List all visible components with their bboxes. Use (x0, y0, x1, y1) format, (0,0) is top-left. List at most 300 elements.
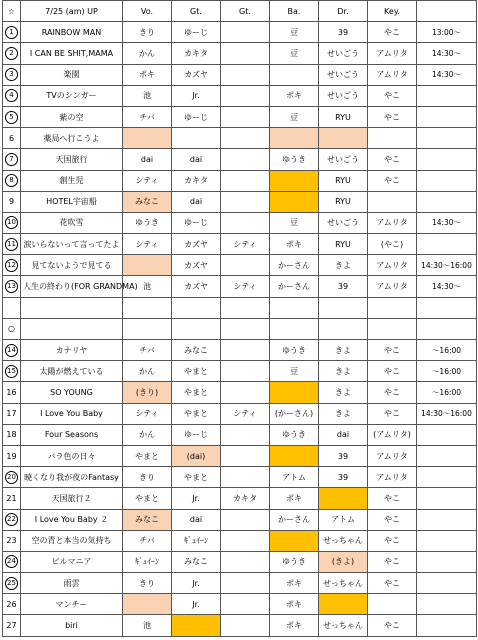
empty-cell (270, 318, 319, 339)
cell-dr (319, 488, 368, 509)
cell-dr: せいごう (319, 212, 368, 233)
cell-dr (319, 594, 368, 615)
cell-vo: きり (123, 573, 172, 594)
row-number (3, 85, 21, 106)
circled-number: 20 (5, 471, 18, 484)
cell-gt1: ゆーじ (172, 22, 221, 43)
cell-dr: RYU (319, 191, 368, 212)
cell-dr: きよ (319, 361, 368, 382)
setlist-row (3, 615, 477, 636)
row-number (3, 276, 21, 297)
time-slot: ～16:00 (417, 340, 477, 361)
cell-dr: せいごう (319, 64, 368, 85)
cell-ba: ゆうき (270, 551, 319, 572)
time-slot: 14:30～16:00 (417, 255, 477, 276)
cell-gt2 (221, 128, 270, 149)
time-slot (417, 170, 477, 191)
row-number (3, 445, 21, 466)
time-slot (417, 488, 477, 509)
cell-gt2 (221, 191, 270, 212)
cell-ba: 豆 (270, 212, 319, 233)
cell-dr: RYU (319, 170, 368, 191)
cell-key: やこ (368, 573, 417, 594)
cell-dr: 39 (319, 22, 368, 43)
plain-number: 16 (6, 387, 17, 397)
cell-ba: (かーさん) (270, 403, 319, 424)
cell-gt1: (dai) (172, 445, 221, 466)
cell-vo: かん (123, 361, 172, 382)
cell-dr: せいごう (319, 85, 368, 106)
cell-gt2 (221, 467, 270, 488)
empty-cell (270, 297, 319, 318)
row-number (3, 43, 21, 64)
cell-vo (123, 255, 172, 276)
song-title: 薬局へ行こうよ (21, 128, 123, 149)
cell-gt2 (221, 615, 270, 636)
cell-gt2 (221, 212, 270, 233)
cell-ba: 豆 (270, 106, 319, 127)
cell-vo (123, 128, 172, 149)
song-title: マンチー (21, 594, 123, 615)
cell-gt1: カズヤ (172, 276, 221, 297)
cell-key: やこ (368, 170, 417, 191)
cell-dr: きよ (319, 340, 368, 361)
time-slot (417, 149, 477, 170)
song-title: I Love You Baby ２ (21, 509, 123, 530)
song-title: 花吹雪 (21, 212, 123, 233)
cell-key: やこ (368, 22, 417, 43)
cell-ba: 豆 (270, 361, 319, 382)
cell-dr: 39 (319, 445, 368, 466)
row-number (3, 149, 21, 170)
cell-dr: せいごう (319, 43, 368, 64)
cell-vo: きり (123, 467, 172, 488)
time-slot (417, 573, 477, 594)
cell-key: (アムリタ) (368, 424, 417, 445)
cell-ba (270, 64, 319, 85)
cell-gt1: カキタ (172, 170, 221, 191)
cell-key: やこ (368, 382, 417, 403)
plain-number: 9 (8, 197, 15, 207)
time-slot: 14:30～ (417, 276, 477, 297)
row-number (3, 530, 21, 551)
cell-vo: やまと (123, 488, 172, 509)
col-header-ba: Ba. (270, 1, 319, 22)
time-slot (417, 509, 477, 530)
circled-number: 15 (5, 365, 18, 378)
row-number (3, 467, 21, 488)
cell-key: やこ (368, 149, 417, 170)
date-header: 7/25 (am) UP (21, 1, 123, 22)
cell-vo: みなこ (123, 191, 172, 212)
setlist-row (3, 488, 477, 509)
row-number (3, 64, 21, 85)
row-number (3, 594, 21, 615)
row-number (3, 128, 21, 149)
cell-ba: ポキ (270, 594, 319, 615)
empty-cell (21, 318, 123, 339)
plain-number: 17 (6, 409, 17, 419)
plain-number: 26 (6, 599, 17, 609)
col-header-key: Key. (368, 1, 417, 22)
row-number (3, 488, 21, 509)
col-header-gt2: Gt. (221, 1, 270, 22)
cell-gt1: みなこ (172, 551, 221, 572)
plain-number: 27 (6, 621, 17, 631)
plain-number: 19 (6, 451, 17, 461)
circled-number: 22 (5, 513, 18, 526)
cell-ba: ポキ (270, 85, 319, 106)
row-number (3, 615, 21, 636)
cell-key: やこ (368, 106, 417, 127)
setlist-row (3, 445, 477, 466)
cell-dr: dai (319, 424, 368, 445)
col-header-vo: Vo. (123, 1, 172, 22)
circled-number: 11 (5, 238, 18, 251)
song-title: I CAN BE SHIT,MAMA (21, 43, 123, 64)
song-title: 暁くなり我が夜のFantasy (21, 467, 123, 488)
section-marker: ○ (3, 318, 21, 339)
time-slot: 14:30～16:00 (417, 403, 477, 424)
time-slot (417, 106, 477, 127)
cell-gt2 (221, 340, 270, 361)
empty-cell (123, 318, 172, 339)
row-number (3, 340, 21, 361)
cell-ba: ゆうき (270, 149, 319, 170)
cell-ba: 豆 (270, 22, 319, 43)
cell-gt2: シティ (221, 403, 270, 424)
cell-gt2 (221, 85, 270, 106)
setlist-row (3, 573, 477, 594)
row-number (3, 573, 21, 594)
cell-key: やこ (368, 403, 417, 424)
song-title: 空の青と本当の気持ち (21, 530, 123, 551)
cell-gt1: Jr. (172, 488, 221, 509)
cell-gt2 (221, 149, 270, 170)
spacer-row (3, 297, 477, 318)
cell-gt1: dai (172, 191, 221, 212)
cell-gt2: シティ (221, 276, 270, 297)
time-slot (417, 85, 477, 106)
cell-dr: (きよ) (319, 551, 368, 572)
cell-key (368, 191, 417, 212)
cell-ba (270, 191, 319, 212)
cell-vo: やまと (123, 445, 172, 466)
song-title: TVのシンガー (21, 85, 123, 106)
cell-ba (270, 382, 319, 403)
row-number (3, 509, 21, 530)
song-title: 紫の空 (21, 106, 123, 127)
plain-number: 23 (6, 536, 17, 546)
circled-number: 13 (5, 280, 18, 293)
song-title: カナリヤ (21, 340, 123, 361)
song-title: Four Seasons (21, 424, 123, 445)
cell-vo: 池 (123, 276, 172, 297)
cell-gt2 (221, 594, 270, 615)
cell-vo: ｷﾞｭｲｰﾝ (123, 551, 172, 572)
cell-vo: シティ (123, 170, 172, 191)
song-title: バラ色の日々 (21, 445, 123, 466)
cell-key (368, 594, 417, 615)
empty-cell (319, 318, 368, 339)
cell-gt2 (221, 382, 270, 403)
plain-number: 21 (6, 493, 17, 503)
cell-ba (270, 170, 319, 191)
section-marker-row (3, 318, 477, 339)
circled-number: 1 (5, 26, 18, 39)
cell-ba: ポキ (270, 234, 319, 255)
song-title: 雨雲 (21, 573, 123, 594)
cell-dr: きよ (319, 255, 368, 276)
cell-vo: シティ (123, 403, 172, 424)
cell-gt2: シティ (221, 234, 270, 255)
cell-dr (319, 128, 368, 149)
empty-cell (417, 318, 477, 339)
cell-gt1: カキタ (172, 43, 221, 64)
empty-cell (123, 297, 172, 318)
cell-gt1 (172, 615, 221, 636)
song-title: 天国旅行２ (21, 488, 123, 509)
cell-dr: せっちゃん (319, 573, 368, 594)
time-slot (417, 445, 477, 466)
circled-number: 7 (5, 153, 18, 166)
cell-gt1: カズヤ (172, 255, 221, 276)
time-slot: 13:00～ (417, 22, 477, 43)
cell-gt1: dai (172, 509, 221, 530)
cell-gt1: やまと (172, 361, 221, 382)
time-slot: 14:30～ (417, 212, 477, 233)
time-slot: 14:30～ (417, 64, 477, 85)
cell-gt1: ゆーじ (172, 424, 221, 445)
time-slot (417, 467, 477, 488)
cell-dr: 39 (319, 276, 368, 297)
setlist-row (3, 149, 477, 170)
circled-number: 3 (5, 68, 18, 81)
row-number (3, 106, 21, 127)
cell-key: アムリタ (368, 467, 417, 488)
cell-gt2: カキタ (221, 488, 270, 509)
song-title: 天国旅行 (21, 149, 123, 170)
cell-key: やこ (368, 340, 417, 361)
cell-ba: 豆 (270, 43, 319, 64)
cell-gt2 (221, 361, 270, 382)
cell-dr: きよ (319, 382, 368, 403)
empty-cell (319, 297, 368, 318)
cell-vo: 池 (123, 85, 172, 106)
setlist-row (3, 85, 477, 106)
cell-dr: せっちゃん (319, 615, 368, 636)
cell-key: やこ (368, 551, 417, 572)
cell-ba: ポキ (270, 488, 319, 509)
col-header-time (417, 1, 477, 22)
cell-vo: チバ (123, 530, 172, 551)
cell-key: やこ (368, 530, 417, 551)
circled-number: 2 (5, 47, 18, 60)
setlist-row (3, 382, 477, 403)
time-slot (417, 128, 477, 149)
cell-gt2 (221, 445, 270, 466)
row-number (3, 403, 21, 424)
cell-ba (270, 445, 319, 466)
setlist-row (3, 551, 477, 572)
empty-cell (368, 318, 417, 339)
cell-dr: RYU (319, 234, 368, 255)
empty-cell (3, 297, 21, 318)
row-number (3, 234, 21, 255)
setlist-row (3, 276, 477, 297)
plain-number: 6 (8, 133, 15, 143)
cell-gt1: Jr. (172, 85, 221, 106)
cell-ba: かーさん (270, 276, 319, 297)
cell-gt1: カズヤ (172, 234, 221, 255)
cell-gt2 (221, 255, 270, 276)
col-header-dr: Dr. (319, 1, 368, 22)
empty-cell (21, 297, 123, 318)
cell-gt1: カズヤ (172, 64, 221, 85)
cell-key: アムリタ (368, 255, 417, 276)
setlist-table (2, 0, 477, 637)
row-number (3, 170, 21, 191)
cell-vo: きり (123, 22, 172, 43)
song-title: 人生の終わり(FOR GRANDMA) (21, 276, 123, 297)
cell-gt2 (221, 43, 270, 64)
cell-vo: ゆうき (123, 212, 172, 233)
cell-gt1: Jr. (172, 573, 221, 594)
song-title: 太陽が燃えている (21, 361, 123, 382)
setlist-row (3, 509, 477, 530)
setlist-row (3, 128, 477, 149)
circled-number: 25 (5, 577, 18, 590)
circled-number: 5 (5, 111, 18, 124)
circled-number: 14 (5, 344, 18, 357)
row-number (3, 22, 21, 43)
circled-number: 12 (5, 259, 18, 272)
empty-cell (368, 297, 417, 318)
song-title: 涙いらないって言ってたよ (21, 234, 123, 255)
cell-ba: アトム (270, 467, 319, 488)
circled-number: 24 (5, 555, 18, 568)
cell-ba (270, 530, 319, 551)
empty-cell (221, 297, 270, 318)
time-slot: ～16:00 (417, 382, 477, 403)
song-title: HOTEL宇宙船 (21, 191, 123, 212)
cell-key: やこ (368, 85, 417, 106)
setlist-row (3, 403, 477, 424)
cell-dr: 39 (319, 467, 368, 488)
time-slot: 14:30～ (417, 43, 477, 64)
empty-cell (417, 297, 477, 318)
circled-number: 4 (5, 89, 18, 102)
cell-dr: きよ (319, 403, 368, 424)
setlist-row (3, 43, 477, 64)
time-slot (417, 594, 477, 615)
setlist-row (3, 234, 477, 255)
cell-ba: かーさん (270, 255, 319, 276)
row-number (3, 361, 21, 382)
setlist-row (3, 64, 477, 85)
row-number (3, 382, 21, 403)
cell-key (368, 128, 417, 149)
cell-vo: ポキ (123, 64, 172, 85)
cell-gt2 (221, 64, 270, 85)
cell-ba: ゆうき (270, 424, 319, 445)
cell-vo: かん (123, 43, 172, 64)
cell-key: やこ (368, 488, 417, 509)
cell-gt1: やまと (172, 467, 221, 488)
setlist-row (3, 340, 477, 361)
cell-gt1: dai (172, 149, 221, 170)
time-slot (417, 530, 477, 551)
time-slot (417, 551, 477, 572)
cell-dr: RYU (319, 106, 368, 127)
circled-number: 10 (5, 216, 18, 229)
cell-gt1: ゆーじ (172, 106, 221, 127)
setlist-row (3, 22, 477, 43)
cell-gt2 (221, 530, 270, 551)
row-number (3, 212, 21, 233)
cell-vo: みなこ (123, 509, 172, 530)
cell-vo: (きり) (123, 382, 172, 403)
row-number (3, 255, 21, 276)
cell-vo: シティ (123, 234, 172, 255)
header-row (3, 1, 477, 22)
cell-vo: 池 (123, 615, 172, 636)
setlist-row (3, 467, 477, 488)
cell-vo (123, 594, 172, 615)
col-header-gt1: Gt. (172, 1, 221, 22)
setlist-row (3, 212, 477, 233)
song-title: ピルマニア (21, 551, 123, 572)
song-title: SO YOUNG (21, 382, 123, 403)
song-title: biri (21, 615, 123, 636)
cell-vo: チバ (123, 106, 172, 127)
cell-gt1: やまと (172, 403, 221, 424)
cell-ba: かーさん (270, 509, 319, 530)
cell-gt2 (221, 170, 270, 191)
cell-gt1: ゆーじ (172, 212, 221, 233)
cell-key: アムリタ (368, 212, 417, 233)
song-title: 見てないようで見てる (21, 255, 123, 276)
cell-ba: ポキ (270, 615, 319, 636)
cell-key: やこ (368, 509, 417, 530)
cell-key: やこ (368, 615, 417, 636)
time-slot (417, 234, 477, 255)
time-slot (417, 424, 477, 445)
cell-gt2 (221, 509, 270, 530)
setlist-row (3, 106, 477, 127)
cell-gt1: やまと (172, 382, 221, 403)
cell-gt2 (221, 551, 270, 572)
song-title: 創生児 (21, 170, 123, 191)
time-slot: ～16:00 (417, 361, 477, 382)
cell-key: アムリタ (368, 445, 417, 466)
cell-dr: せっちゃん (319, 530, 368, 551)
setlist-row (3, 170, 477, 191)
song-title: RAINBOW MAN (21, 22, 123, 43)
cell-gt1: みなこ (172, 340, 221, 361)
setlist-row (3, 530, 477, 551)
cell-key: (やこ) (368, 234, 417, 255)
cell-vo: dai (123, 149, 172, 170)
cell-vo: チバ (123, 340, 172, 361)
cell-ba: ゆうき (270, 340, 319, 361)
cell-gt1 (172, 128, 221, 149)
cell-key: アムリタ (368, 43, 417, 64)
cell-dr: せいごう (319, 149, 368, 170)
time-slot (417, 615, 477, 636)
song-title: 楽園 (21, 64, 123, 85)
cell-gt2 (221, 22, 270, 43)
